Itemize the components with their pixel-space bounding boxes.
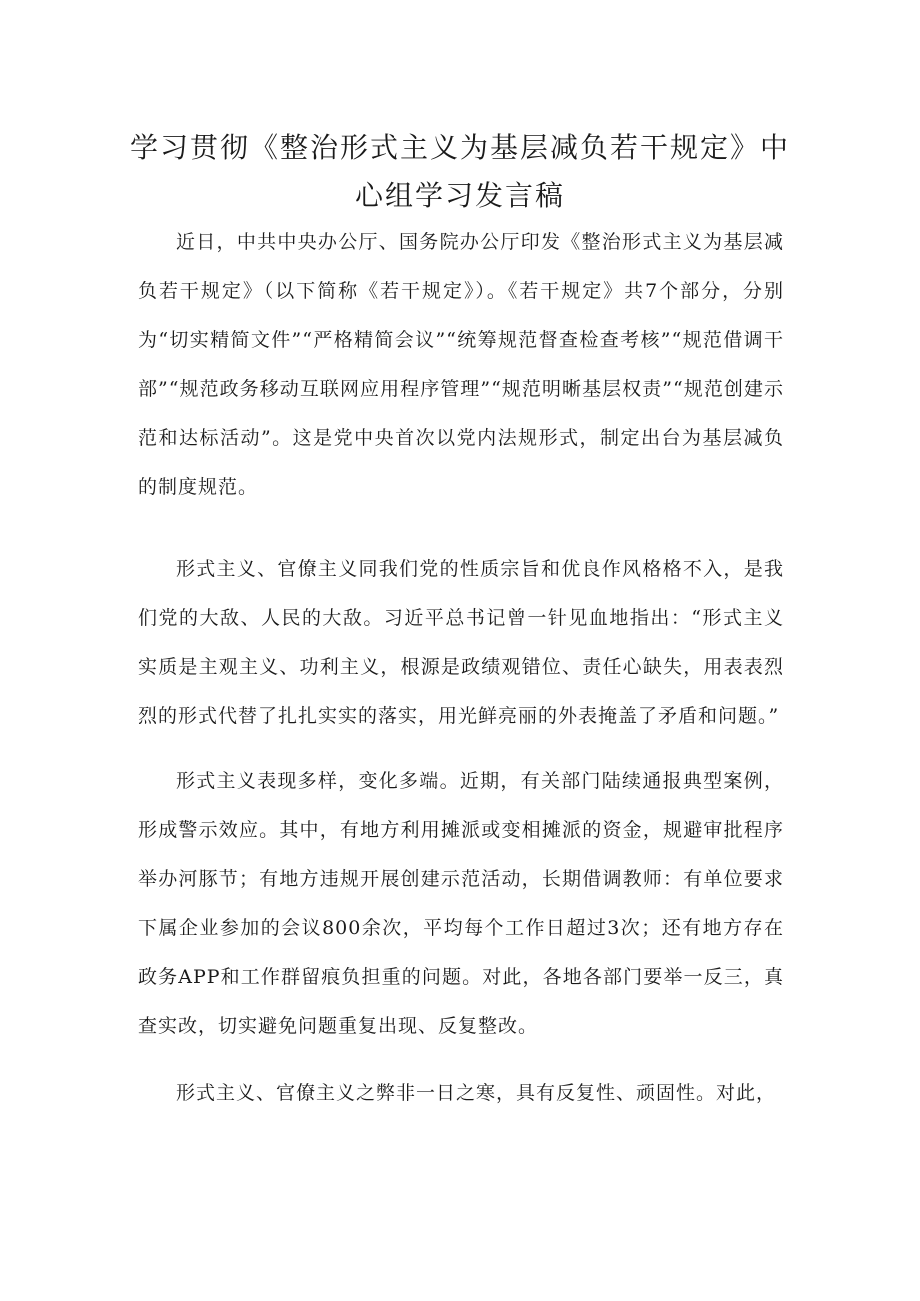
body-paragraph-3: 形式主义表现多样，变化多端。近期，有关部门陆续通报典型案例，形成警示效应。其中，有地方利用摊派或变相摊派的资金，规避审批程序举办河豚节；有地方违规开展创建示范活动，长期借调教师：有单位要求下属企业参加的会议800余次，平均每个工作日超过3次；还有地方存在政务APP和工作群留痕负担重的问题。对此，各地各部门要举一反三，真查实改，切实避免问题重复出现、反复整改。: [138, 770, 784, 1037]
body-paragraph-1: 近日，中共中央办公厅、国务院办公厅印发《整治形式主义为基层减负若干规定》（以下简称《若干规定》）。《若干规定》共7个部分，分别为“切实精简文件”“严格精简会议”“统筹规范督查检查考核”“规范借调干部”“规范政务移动互联网应用程序管理”“规范明晰基层权责”“规范创建示范和达标活动”。这是党中央首次以党内法规形式，制定出台为基层减负的制度规范。: [138, 231, 784, 498]
document-title: 学习贯彻《整治形式主义为基层减负若干规定》中心组学习发言稿: [129, 131, 790, 212]
body-paragraph-2: 形式主义、官僚主义同我们党的性质宗旨和优良作风格格不入，是我们党的大敌、人民的大敌。习近平总书记曾一针见血地指出：“形式主义实质是主观主义、功利主义，根源是政绩观错位、责任心缺失，用表表烈烈的形式代替了扎扎实实的落实，用光鲜亮丽的外表掩盖了矛盾和问题。”: [138, 558, 784, 727]
body-paragraph-4: 形式主义、官僚主义之弊非一日之寒，具有反复性、顽固性。对此，: [176, 1082, 777, 1104]
